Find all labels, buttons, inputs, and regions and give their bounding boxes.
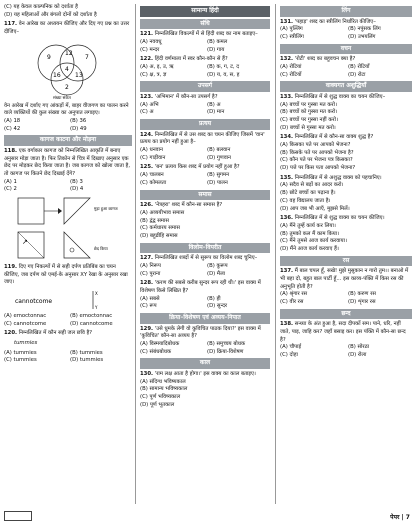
page-number: पेपर | 7 xyxy=(390,514,410,521)
options xyxy=(4,350,132,365)
question-number: 128. xyxy=(140,280,154,287)
option[interactable]: (C) 2 xyxy=(4,186,17,193)
option[interactable]: (D) उभयलिंग xyxy=(348,34,376,41)
svg-text:X: X xyxy=(95,291,98,297)
option[interactable]: (C) स्त्रीलिंग xyxy=(280,34,304,41)
venn-diagram xyxy=(23,39,113,101)
question-text: 'रोटी' शब्द का बहुवचन क्या है? xyxy=(294,56,356,63)
question-text: निम्नलिखित में कौन सही जल छवि है? xyxy=(18,330,93,337)
option[interactable]: (D) आप जब भी आएँ, मुझसे मिलें। xyxy=(280,205,350,212)
question-text: निम्नलिखित में से शुद्ध वाक्य का चयन कीजिए। xyxy=(294,215,385,222)
venn-value: 2 xyxy=(65,83,69,91)
option[interactable]: (C) पुराना xyxy=(140,270,161,277)
question-number: 126. xyxy=(140,202,154,209)
option[interactable]: (C) cannotcome xyxy=(4,320,47,327)
option[interactable]: (A) चौपाई xyxy=(280,344,302,351)
column-divider xyxy=(275,4,276,504)
arrow-icon: ↗ xyxy=(22,238,28,247)
question-number: 118. xyxy=(4,148,18,155)
option[interactable]: (C) बच्चों पर गुस्सा नहीं करो। xyxy=(280,117,338,124)
question-138 xyxy=(280,321,412,359)
option[interactable]: (B) 3 xyxy=(70,178,83,185)
question-text: 'पहाड़' शब्द का स्त्रीलिंग निर्धारित कीजिए– xyxy=(294,18,376,25)
question-number: 130. xyxy=(140,371,154,377)
question-number: 131. xyxy=(280,18,294,25)
section-header: छन्द xyxy=(280,309,412,320)
option[interactable]: (B) तुमको कल मैं काम किया। xyxy=(280,230,340,237)
question-text: वेन आरेख में दर्शाए गए आंकड़ों में, बाहर वीजगण का पालन करने वाले व्यक्तियों की कुल संख्या का अनुपात लगाइए। xyxy=(4,102,129,117)
option[interactable]: (C) क्ष, त्र, ज्ञ xyxy=(140,71,167,78)
options xyxy=(140,341,270,356)
question-text: 'नेत्रहरा' शब्द में कौन-सा समास है? xyxy=(154,202,223,209)
section-header: लिंग xyxy=(280,6,412,17)
option[interactable]: (B) नपुंसक लिंग xyxy=(348,26,381,33)
option[interactable]: (A) 18 xyxy=(4,118,21,125)
options xyxy=(140,172,270,187)
question-119 xyxy=(4,264,132,328)
option[interactable]: (C) मैंने तुमसे आज कार्य करवाया। xyxy=(280,238,347,245)
option[interactable]: (B) किसके पते पर आपको भेजना है? xyxy=(280,149,354,156)
options xyxy=(140,296,270,311)
section-header: वाक्यगत अशुद्धियाँ xyxy=(280,81,412,92)
question-128 xyxy=(140,280,270,311)
option[interactable]: (D) रोटा xyxy=(348,71,366,78)
column-2 xyxy=(140,4,270,411)
section-header: काल xyxy=(140,358,270,369)
option[interactable]: (B) सामान्य भविष्यकाल xyxy=(140,386,188,393)
question-number: 135. xyxy=(280,174,294,181)
option[interactable]: (D) सुन्दर xyxy=(207,303,228,310)
venn-value: 4 xyxy=(65,65,69,73)
option[interactable]: (D) बच्चों से गुस्सा मत करो। xyxy=(280,124,336,131)
option[interactable]: (A) रोटियां xyxy=(280,64,302,71)
question-number: 137. xyxy=(280,268,294,275)
option[interactable]: (A) अ, इ, उ, ऋ xyxy=(140,64,174,71)
question-124 xyxy=(140,132,270,163)
option[interactable]: (A) अभि xyxy=(140,101,159,108)
question-text: 'उसे धुमके लेगी वो कुविचित पाठक दिया?' इस वाक्य में 'कुविचित' कौन-सा अव्यय है? xyxy=(140,325,261,340)
option[interactable]: (D) tummies xyxy=(70,357,104,364)
question-text: सन्ध्या के अंत हुआ है, सदा दीपकों सम। पाने, धरि, नहीं जाते, पाइ, जाहि कर? जहाँ बसाइ कर। इस पंक्ति में कौन-सा छन्द है? xyxy=(280,321,406,343)
options xyxy=(140,147,270,162)
venn-value: 7 xyxy=(85,53,89,61)
option[interactable]: (D) पूर्ण भूतकाल xyxy=(140,401,175,408)
option[interactable]: (C) दोहा xyxy=(280,351,298,358)
option[interactable]: (B) करुण रस xyxy=(348,291,376,298)
option[interactable]: (B) tummies xyxy=(70,349,103,356)
section-header: वचन xyxy=(280,44,412,55)
option[interactable]: (D) मान xyxy=(207,109,225,116)
options xyxy=(140,64,270,79)
question-number: 121. xyxy=(140,31,154,38)
options xyxy=(140,210,270,241)
option[interactable]: (C) रूप xyxy=(140,303,157,310)
question-text: 'राम लक्ष आता है होगा।' इस वाक्य का काल बताइए। xyxy=(154,371,256,377)
option[interactable]: (D) मैंने आज कार्य करवाए हैं। xyxy=(280,245,339,252)
option[interactable]: (D) शृंगार रस xyxy=(348,298,376,305)
options xyxy=(4,118,132,133)
venn-caption: संख्या संकेत xyxy=(53,94,71,100)
option[interactable]: (C) पूर्ण भविष्यकाल xyxy=(140,394,181,401)
option[interactable]: (D) मैला xyxy=(207,270,226,277)
question-127 xyxy=(140,255,270,278)
option[interactable]: (A) श्रृंगार रस xyxy=(280,291,308,298)
question-136 xyxy=(280,215,412,253)
question-131 xyxy=(280,19,412,42)
publisher-logo xyxy=(4,511,32,521)
question-number: 133. xyxy=(280,94,294,101)
text-line: (D) यह महिलाओं और बंगलो दोनों को दर्शाता है xyxy=(4,11,97,18)
options xyxy=(140,263,270,278)
question-number: 119. xyxy=(4,264,18,271)
option[interactable]: (A) नववधू xyxy=(140,39,162,46)
option[interactable]: (D) गुणवान xyxy=(207,154,231,161)
option[interactable]: (C) कौन पते पर भेजना पत्र किसका? xyxy=(280,157,353,164)
option[interactable]: (C) 42 xyxy=(4,125,21,132)
options xyxy=(280,182,412,213)
question-number: 120. xyxy=(4,330,18,337)
section-header: कागज काटना और मोड़ना xyxy=(4,135,132,146)
question-text: वेन आरेख का अध्ययन कीजिए और दिए गए प्रश्न का उत्तर दीजिए– xyxy=(4,21,130,36)
question-130 xyxy=(140,371,270,409)
options xyxy=(280,102,412,133)
option[interactable]: (A) 1 xyxy=(4,178,17,185)
option[interactable]: (D) 4 xyxy=(70,186,84,193)
option[interactable]: (C) मन्दर xyxy=(140,46,160,53)
venn-value: 12 xyxy=(65,49,73,57)
options xyxy=(4,313,132,328)
section-header: क्रिया–विशेषण एवं अव्यय–निपात xyxy=(140,313,270,324)
option[interactable]: (C) वह विद्यालय जाता है। xyxy=(280,197,331,204)
option[interactable]: (B) 36 xyxy=(70,118,87,125)
venn-value: 16 xyxy=(53,71,61,79)
option[interactable]: (C) कर्मधारय समास xyxy=(140,225,181,232)
option[interactable]: (B) समुच्चय बोधक xyxy=(207,340,246,347)
section-header: उपसर्ग xyxy=(140,81,270,92)
options xyxy=(280,142,412,173)
venn-value: 9 xyxy=(47,53,51,61)
option[interactable]: (B) छोटे बच्चों का पढ़ाना है। xyxy=(280,190,336,197)
option[interactable]: (D) क्रिया-विशेषण xyxy=(207,348,244,355)
option[interactable]: (A) सबसे xyxy=(140,295,160,302)
question-number: 134. xyxy=(280,134,294,141)
options xyxy=(280,26,412,41)
section-header: प्रत्यय xyxy=(140,119,270,130)
paper-fold-figure xyxy=(8,196,128,262)
question-122 xyxy=(140,56,270,79)
question-number: 132. xyxy=(280,56,294,63)
option[interactable]: (A) tummies xyxy=(4,349,37,356)
option[interactable]: (D) बहुव्रीहि समास xyxy=(140,232,178,239)
option[interactable]: (B) सुगमन xyxy=(207,172,230,179)
option[interactable]: (A) किसका पते पर आपको भेजना? xyxy=(280,142,351,149)
option[interactable]: (D) 49 xyxy=(70,125,87,132)
question-134 xyxy=(280,134,412,172)
option[interactable]: (A) बच्चों पर गुस्सा मत करो। xyxy=(280,101,337,108)
option[interactable]: (A) अव्ययीभाव समास xyxy=(140,209,185,216)
options xyxy=(280,344,412,359)
question-number: 124. xyxy=(140,131,154,138)
question-number: 117. xyxy=(4,21,18,28)
option[interactable]: (A) पुल्लिंग xyxy=(280,26,303,33)
option[interactable]: (C) कोमलता xyxy=(140,179,167,186)
option[interactable]: (B) emoctonnac xyxy=(70,313,113,320)
svg-text:Y: Y xyxy=(95,305,98,311)
question-117 xyxy=(4,21,132,133)
question-137 xyxy=(280,268,412,306)
question-125 xyxy=(140,164,270,187)
column-3 xyxy=(280,4,412,362)
question-120 xyxy=(4,330,132,365)
option[interactable]: (B) ही xyxy=(207,295,221,302)
question-number: 129. xyxy=(140,325,154,332)
figure-label: मुड़ा हुआ कागज xyxy=(94,206,118,212)
section-header: संधि xyxy=(140,19,270,30)
options xyxy=(280,223,412,254)
options xyxy=(280,291,412,306)
option[interactable]: (C) वीर रस xyxy=(280,298,304,305)
option[interactable]: (A) निरूप xyxy=(140,262,161,269)
question-text: 'बन' प्रत्यय किस शब्द में प्रयोग नहीं हुआ है? xyxy=(154,164,240,171)
question-number: 136. xyxy=(280,215,294,222)
section-header: विलोम–विपरीत xyxy=(140,243,270,254)
option[interactable]: (D) रोला xyxy=(348,351,367,358)
option[interactable]: (A) सदैव से बड़ों का आदर करो। xyxy=(280,182,344,189)
question-135 xyxy=(280,175,412,213)
mirror-figure xyxy=(13,289,123,311)
question-number: 122. xyxy=(140,56,154,63)
options xyxy=(140,102,270,117)
option[interactable]: (C) tummies xyxy=(4,357,37,364)
option[interactable]: (D) गाय xyxy=(207,46,225,53)
option[interactable]: (C) रोटियों xyxy=(280,71,302,78)
question-text: निम्नलिखित में से उस शब्द का चयन कीजिए जिसमें 'वान' प्रत्यय का प्रयोग नहीं हुआ है– xyxy=(140,131,265,146)
question-number: 127. xyxy=(140,255,154,262)
option[interactable]: (B) कमल xyxy=(207,39,228,46)
option[interactable]: (B) अ xyxy=(207,101,221,108)
option[interactable]: (A) संदिग्ध भविष्यकाल xyxy=(140,378,186,385)
question-text: हिंदी वर्णमाला में स्वर कौन-कौन से हैं? xyxy=(154,56,228,63)
section-header: समास xyxy=(140,190,270,201)
option[interactable]: (D) य, व, स, ह xyxy=(207,71,240,78)
venn-value: 13 xyxy=(75,71,83,79)
option[interactable]: (B) रोटियाँ xyxy=(348,64,370,71)
option[interactable]: (A) धनवान xyxy=(140,147,163,154)
options xyxy=(280,64,412,79)
question-text: 'अभिमान' में कौन-सा उपसर्ग है? xyxy=(154,94,218,101)
question-123 xyxy=(140,94,270,117)
option[interactable]: (D) cannotcome xyxy=(70,320,113,327)
question-text: मैं बाल चपल हूँ, सखे! मुझे मुसुकान न गारो तुम।। बनाओ में भी बहा दो, बहुत बाल पार्टी हूँ... इस काव्य-पंक्ति में किस रस की अनुभूति होती है? xyxy=(280,268,409,290)
question-133 xyxy=(280,94,412,132)
option[interactable]: (C) गाड़ीवान xyxy=(140,154,166,161)
hole-icon xyxy=(70,248,74,252)
water-image-word: tummies xyxy=(14,340,38,347)
question-text: निम्नलिखित में से अशुद्ध वाक्य को पहचानिए। xyxy=(294,174,382,181)
option[interactable]: (B) बच्चों को गुस्सा मत करो। xyxy=(280,109,338,116)
text-line: (C) यह केवल काल्पनिक को दर्शाता है xyxy=(4,4,78,10)
option[interactable]: (A) विस्मयादिबोधक xyxy=(140,340,180,347)
question-number: 123. xyxy=(140,94,154,101)
question-text: निम्नलिखित शब्दों में से सुरूप का विलोम शब्द चुनिए– xyxy=(154,255,258,262)
question-121 xyxy=(140,31,270,54)
option[interactable]: (B) सोरठा xyxy=(348,344,370,351)
question-text: निम्नलिखित में से कौन-सा वाक्य शुद्ध है? xyxy=(294,134,374,141)
option[interactable]: (A) emoctonnac xyxy=(4,313,47,320)
option[interactable]: (B) द्वंद्व समास xyxy=(140,217,169,224)
option[interactable]: (B) क, ग, ट, द xyxy=(207,64,240,71)
subject-title: सामान्य हिंदी xyxy=(140,6,270,17)
option[interactable]: (D) पालन xyxy=(207,179,228,186)
question-number: 125. xyxy=(140,164,154,171)
question-text: 'करण की सबसे करीब सुन्दर रूप रही थी।' इस वाक्य में विशेषण किसे लिखित है? xyxy=(140,280,261,294)
option[interactable]: (B) बलवान xyxy=(207,147,231,154)
section-header: रस xyxy=(280,256,412,267)
question-118 xyxy=(4,148,132,262)
option[interactable]: (C) अ xyxy=(140,109,154,116)
question-132 xyxy=(280,56,412,79)
mirror-word: cannotcome xyxy=(15,298,53,306)
question-text: निम्नलिखित विकल्पों में से हिंदी शब्द का नाम बताइए– xyxy=(154,31,258,38)
options xyxy=(140,39,270,54)
question-text: दिए गए निकल्पों में से सही दर्पण प्रतिबिंब का चयन कीजिए, जब दर्पण को एमई-के अनुसार XY रेखा के अनुसार रखा जाए। xyxy=(4,264,128,286)
question-126 xyxy=(140,202,270,240)
options xyxy=(4,179,132,194)
options xyxy=(140,379,270,410)
question-number: 138. xyxy=(280,321,294,328)
column-divider xyxy=(135,4,136,504)
option[interactable]: (D) पत्ते पर किस पता आपको भेजना? xyxy=(280,165,356,172)
column-1 xyxy=(4,4,132,367)
option[interactable]: (A) चालबन xyxy=(140,172,164,179)
question-text: निम्नलिखित में से शुद्ध वाक्य का चयन कीजिए– xyxy=(294,94,386,101)
option[interactable]: (C) संबंधबोधक xyxy=(140,348,172,355)
question-129 xyxy=(140,326,270,357)
figure-label: छेद किया xyxy=(94,246,108,252)
question-text: एक वर्गाकार कागज को निम्नलिखित आकृति में बनाए अनुसार मोड़ा जाता है। फिर तिकोन से चित्र में दिखाए अनुसार एक छेद पर मोड़कर छेद किया जाता है। जब कागज को खोला जाता है, तो कागज पर कितने छेद दिखाई देंगे? xyxy=(4,148,131,178)
option[interactable]: (A) मैंने तुम्हें कार्य कर लिया। xyxy=(280,222,336,229)
option[interactable]: (B) कुरूप xyxy=(207,262,228,269)
